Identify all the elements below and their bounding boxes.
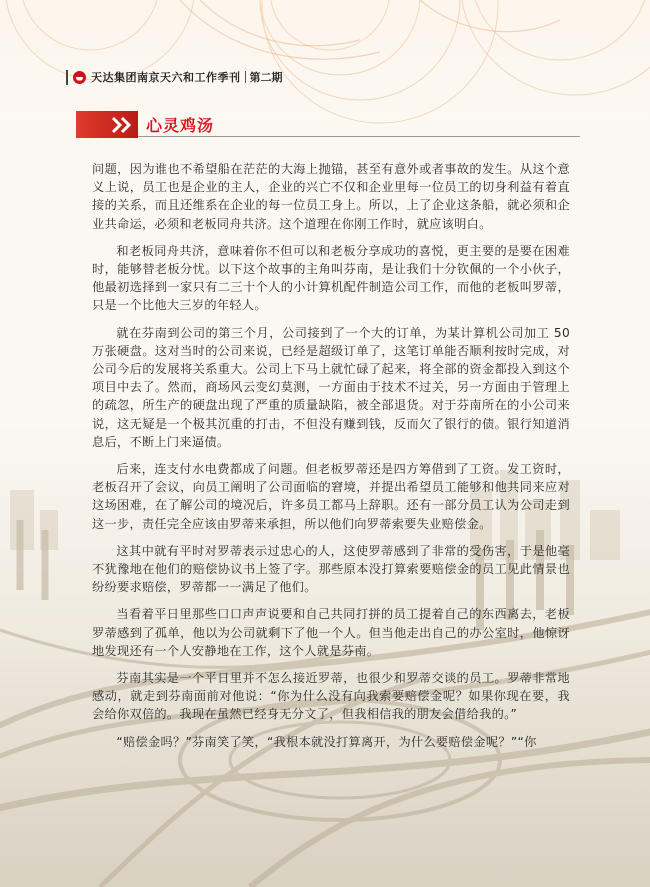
company-logo-icon	[73, 71, 86, 84]
article-body	[92, 160, 570, 760]
section-title: 心灵鸡汤	[146, 116, 215, 135]
article-paragraph: 这其中就有平时对罗蒂表示过忠心的人，这使罗蒂感到了非常的受伤害，于是他毫不犹豫地在他们的赔偿协议书上签了字。那些原本没打算索要赔偿金的员工见此情景也纷纷要求赔偿，罗蒂都一一满足了他们。	[92, 543, 570, 595]
magazine-header	[66, 67, 283, 87]
article-paragraph: 问题，因为谁也不希望船在茫茫的大海上抛锚，甚至有意外或者事故的发生。从这个意义上说，员工也是企业的主人，企业的兴亡不仅和企业里每一位员工的切身利益有着直接的关系，而且还维系在企业的每一位员工身上。所以，上了企业这条船，就必须和企业共命运，必须和老板同舟共济。这个道理在你刚工作时，就应该明白。	[92, 162, 570, 231]
article-paragraph: 芬南其实是一个平日里并不怎么接近罗蒂，也很少和罗蒂交谈的员工。罗蒂非常地感动，就走到芬南面前对他说：“你为什么没有向我索要赔偿金呢？如果你现在要，我会给你双倍的。我现在虽然已经身无分文了，但我相信我的朋友会借给我的。”	[92, 671, 570, 722]
article-paragraph: 就在芬南到公司的第三个月，公司接到了一个大的订单，为某计算机公司加工 50 万张硬盘。这对当时的公司来说，已经是超级订单了，这笔订单能否顺利按时完成，对公司今后的发展将关系重大。公司上下马上就忙碌了起来，将全部的资金都投入到这个项目中去了。然而，商场风云变幻莫测，一方面由于技术不过关，另一方面由于管理上的疏忽，所生产的硬盘出现了严重的质量缺陷，被全部退货。对于芬南所在的小公司来说，这无疑是一个极其沉重的打击，不但没有赚到钱，反而欠了银行的债。银行知道消息后，不断上门来逼债。	[92, 325, 570, 449]
article-paragraph: “赔偿金吗？”芬南笑了笑，“我根本就没打算离开，为什么要赔偿金呢？”“你	[116, 734, 537, 749]
header-divider	[66, 70, 68, 85]
issue-number: 第二期	[249, 71, 283, 84]
section-heading-band	[76, 111, 580, 138]
article-paragraph: 后来，连支付水电费都成了问题。但老板罗蒂还是四方筹借到了工资。发工资时，老板召开了会议，向员工阐明了公司面临的窘境，并提出希望员工能够和他共同来应对这场困难，在了解公司的境况后，许多员工都马上辞职。还有一部分员工认为公司走到这一步，责任完全应该由罗蒂来承担，所以他们向罗蒂索要失业赔偿金。	[92, 462, 570, 531]
double-chevron-right-icon	[106, 111, 138, 138]
section-underline	[138, 136, 580, 137]
magazine-title: 天达集团南京天六和工作季刊	[91, 71, 241, 84]
article-paragraph: 和老板同舟共济，意味着你不但可以和老板分享成功的喜悦，更主要的是要在困难时，能够替老板分忧。以下这个故事的主角叫芬南，是让我们十分钦佩的一个小伙子，他最初选择到一家只有二三十个人的小计算机配件制造公司工作，而他的老板叫罗蒂，只是一个比他大三岁的年轻人。	[92, 243, 570, 313]
header-separator	[245, 71, 246, 83]
article-paragraph: 当看着平日里那些口口声声说要和自己共同打拼的员工提着自己的东西离去，老板罗蒂感到了孤单，他以为公司就剩下了他一个人。但当他走出自己的办公室时，他惊讶地发现还有一个人安静地在工作，这个人就是芬南。	[92, 607, 570, 658]
